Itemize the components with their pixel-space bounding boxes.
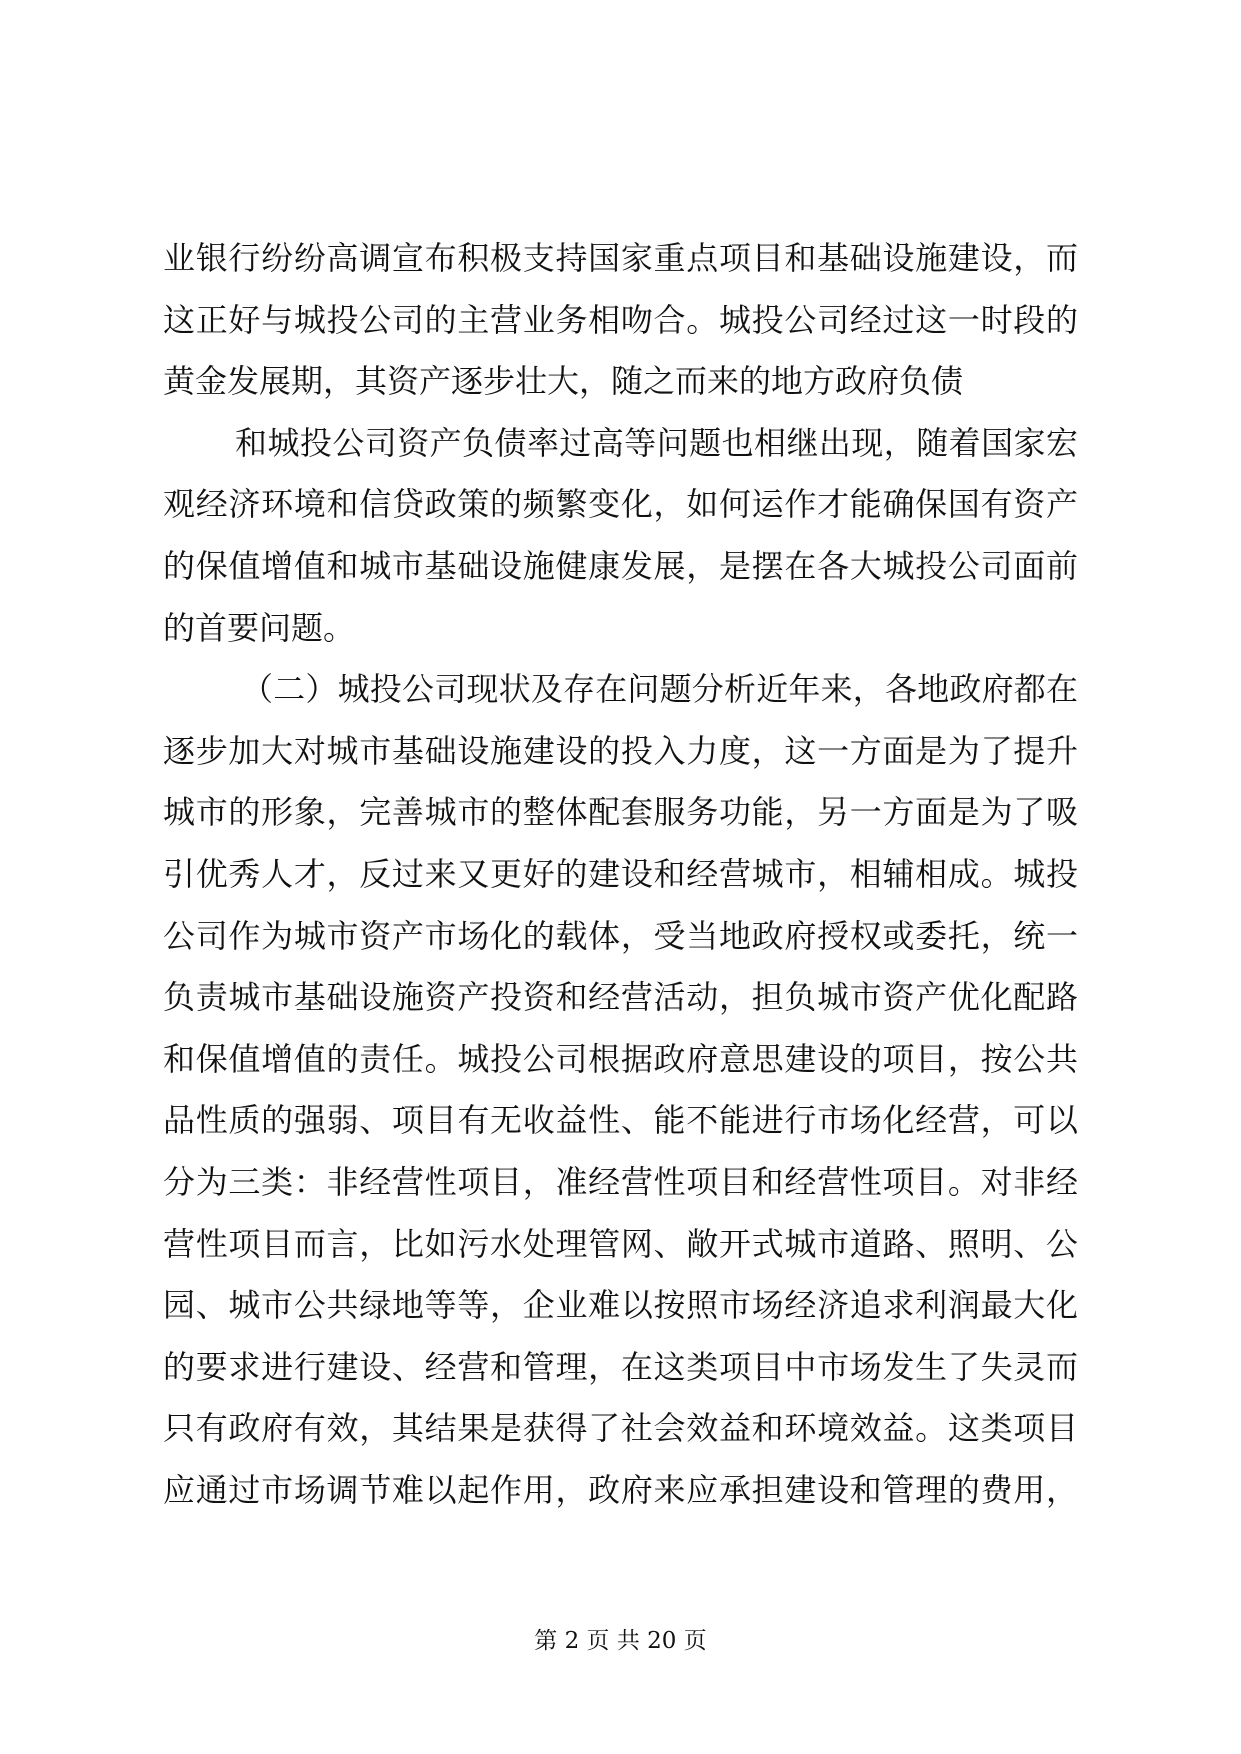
text-line: 的要求进行建设、经营和管理，在这类项目中市场发生了失灵而	[163, 1347, 1078, 1386]
text-line: 和保值增值的责任。城投公司根据政府意思建设的项目，按公共	[163, 1039, 1078, 1078]
text-line: 业银行纷纷高调宣布积极支持国家重点项目和基础设施建设，而	[163, 239, 1078, 277]
text-line: 观经济环境和信贷政策的频繁变化，如何运作才能确保国有资产	[163, 485, 1078, 524]
text-line: 引优秀人才，反过来又更好的建设和经营城市，相辅相成。城投	[163, 854, 1078, 893]
text-line: 园、城市公共绿地等等，企业难以按照市场经济追求利润最大化	[163, 1286, 1078, 1325]
text-line: 逐步加大对城市基础设施建设的投入力度，这一方面是为了提升	[163, 731, 1078, 770]
page-footer: 第 2 页 共 20 页	[534, 1628, 707, 1654]
text-line: 公司作为城市资产市场化的载体，受当地政府授权或委托，统一	[163, 916, 1078, 955]
text-line: 应通过市场调节难以起作用，政府来应承担建设和管理的费用，	[163, 1470, 1078, 1509]
text-line: 城市的形象，完善城市的整体配套服务功能，另一方面是为了吸	[163, 793, 1078, 832]
text-line: 品性质的强弱、项目有无收益性、能不能进行市场化经营，可以	[163, 1101, 1078, 1140]
text-line: 的首要问题。	[163, 608, 356, 647]
text-line: 的保值增值和城市基础设施健康发展，是摆在各大城投公司面前	[163, 546, 1078, 585]
text-line: （二）城投公司现状及存在问题分析近年来，各地政府都在	[241, 670, 1078, 709]
text-line: 负责城市基础设施资产投资和经营活动，担负城市资产优化配路	[163, 978, 1078, 1017]
text-line: 分为三类：非经营性项目，准经营性项目和经营性项目。对非经	[163, 1162, 1078, 1201]
text-line: 这正好与城投公司的主营业务相吻合。城投公司经过这一时段的	[163, 300, 1078, 339]
body-text	[163, 228, 1078, 1521]
text-line: 只有政府有效，其结果是获得了社会效益和环境效益。这类项目	[163, 1409, 1078, 1448]
text-line: 黄金发展期，其资产逐步壮大，随之而来的地方政府负债	[163, 362, 964, 401]
text-line: 和城投公司资产负债率过高等问题也相继出现，随着国家宏	[235, 423, 1078, 462]
text-line: 营性项目而言，比如污水处理管网、敞开式城市道路、照明、公	[163, 1224, 1078, 1263]
